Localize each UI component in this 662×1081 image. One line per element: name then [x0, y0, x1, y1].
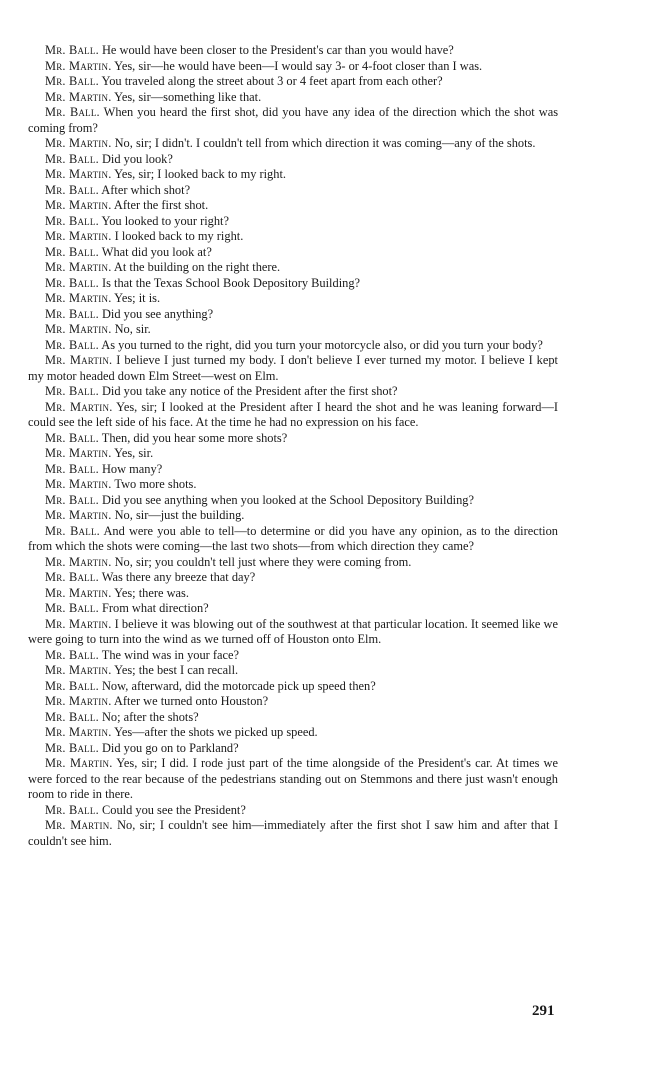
testimony-text: Could you see the President?: [101, 802, 246, 817]
testimony-text: No, sir; I didn't. I couldn't tell from which direction it was coming—any of the shots.: [114, 136, 536, 150]
testimony-paragraph: [28, 59, 558, 75]
testimony-text: He would have been closer to the President's car than you would have?: [101, 43, 454, 57]
testimony-text: Yes, sir—something like that.: [114, 89, 262, 104]
testimony-text: After we turned onto Houston?: [113, 694, 269, 708]
speaker-name: Mr. Ball.: [45, 151, 99, 166]
testimony-text: Did you look?: [101, 151, 173, 166]
testimony-paragraph: [28, 663, 558, 679]
testimony-paragraph: [28, 260, 558, 276]
testimony-paragraph: [28, 617, 558, 648]
speaker-name: Mr. Martin.: [45, 89, 112, 104]
testimony-text: No, sir; I couldn't see him—immediately after the first shot I saw him and after that I couldn't see him.: [28, 818, 558, 848]
testimony-paragraph: [28, 725, 558, 741]
testimony-text: Yes; it is.: [114, 291, 161, 305]
speaker-name: Mr. Ball.: [45, 74, 99, 88]
testimony-paragraph: [28, 291, 558, 307]
testimony-paragraph: [28, 756, 558, 803]
testimony-paragraph: [28, 477, 558, 493]
testimony-paragraph: [28, 555, 558, 571]
testimony-paragraph: [28, 508, 558, 524]
speaker-name: Mr. Martin.: [45, 353, 113, 367]
speaker-name: Mr. Ball.: [45, 182, 99, 197]
testimony-text: Yes—after the shots we picked up speed.: [114, 725, 318, 739]
speaker-name: Mr. Martin.: [45, 554, 112, 569]
speaker-name: Mr. Martin.: [45, 136, 112, 150]
speaker-name: Mr. Ball.: [45, 213, 99, 228]
testimony-text: After which shot?: [101, 182, 191, 197]
speaker-name: Mr. Martin.: [45, 477, 112, 491]
speaker-name: Mr. Martin.: [45, 260, 112, 274]
speaker-name: Mr. Martin.: [45, 616, 112, 631]
testimony-text: At the building on the right there.: [113, 260, 281, 274]
testimony-paragraph: [28, 741, 558, 757]
testimony-text: No, sir—just the building.: [114, 508, 245, 522]
testimony-text: Was there any breeze that day?: [101, 570, 256, 584]
testimony-paragraph: [28, 136, 558, 152]
speaker-name: Mr. Martin.: [45, 508, 112, 522]
testimony-paragraph: [28, 105, 558, 136]
testimony-paragraph: [28, 74, 558, 90]
testimony-text: Did you see anything?: [101, 306, 214, 321]
speaker-name: Mr. Ball.: [45, 802, 99, 817]
testimony-text: Yes, sir—he would have been—I would say 3- or 4-foot closer than I was.: [114, 58, 483, 73]
testimony-paragraph: [28, 524, 558, 555]
testimony-text: No; after the shots?: [101, 709, 199, 724]
speaker-name: Mr. Ball.: [45, 647, 99, 662]
page-number: 291: [532, 1003, 555, 1019]
testimony-paragraph: [28, 400, 558, 431]
testimony-paragraph: [28, 43, 558, 59]
testimony-text: Yes, sir.: [114, 446, 154, 460]
testimony-paragraph: [28, 353, 558, 384]
testimony-text: No, sir; you couldn't tell just where they were coming from.: [114, 554, 412, 569]
testimony-paragraph: [28, 679, 558, 695]
testimony-text: Yes, sir; I did. I rode just part of the time alongside of the President's car. At times we were forced to the rear because of the pedestrians standing out on Stemmons and there just wasn't enough room to ride in there.: [28, 756, 558, 801]
testimony-text: You looked to your right?: [101, 213, 229, 228]
testimony-text: Yes, sir; I looked at the President after I heard the shot and he was leaning forward—I could see the left side of his face. At the time he had no expression on his face.: [28, 399, 558, 429]
testimony-text: You traveled along the street about 3 or 4 feet apart from each other?: [101, 74, 443, 88]
testimony-text: Then, did you hear some more shots?: [101, 430, 288, 445]
testimony-text: Is that the Texas School Book Depository Building?: [101, 275, 361, 290]
testimony-paragraph: [28, 462, 558, 478]
testimony-paragraph: [28, 570, 558, 586]
speaker-name: Mr. Martin.: [45, 818, 113, 832]
testimony-paragraph: [28, 245, 558, 261]
testimony-transcript: [28, 43, 558, 849]
testimony-paragraph: [28, 648, 558, 664]
speaker-name: Mr. Ball.: [45, 523, 100, 538]
testimony-paragraph: [28, 694, 558, 710]
testimony-text: Two more shots.: [114, 477, 197, 491]
speaker-name: Mr. Ball.: [45, 275, 99, 290]
speaker-name: Mr. Ball.: [45, 570, 99, 584]
testimony-text: From what direction?: [101, 601, 209, 615]
speaker-name: Mr. Ball.: [45, 461, 99, 476]
speaker-name: Mr. Martin.: [45, 399, 113, 414]
speaker-name: Mr. Ball.: [45, 244, 99, 259]
testimony-text: Yes, sir; I looked back to my right.: [114, 167, 286, 181]
speaker-name: Mr. Martin.: [45, 446, 112, 460]
speaker-name: Mr. Martin.: [45, 585, 112, 600]
speaker-name: Mr. Martin.: [45, 725, 112, 739]
testimony-paragraph: [28, 446, 558, 462]
testimony-paragraph: [28, 710, 558, 726]
testimony-text: I believe it was blowing out of the southwest at that particular location. It seemed like we were going to turn into the wind as we turned off of Houston onto Elm.: [28, 616, 558, 646]
testimony-text: After the first shot.: [113, 198, 209, 212]
testimony-text: Did you see anything when you looked at the School Depository Building?: [101, 492, 474, 507]
testimony-paragraph: [28, 586, 558, 602]
testimony-paragraph: [28, 338, 558, 354]
testimony-text: Did you take any notice of the President after the first shot?: [101, 384, 398, 398]
testimony-text: As you turned to the right, did you turn your motorcycle also, or did you turn your body?: [101, 337, 543, 352]
testimony-text: Now, afterward, did the motorcade pick up speed then?: [101, 678, 376, 693]
testimony-text: The wind was in your face?: [101, 647, 240, 662]
speaker-name: Mr. Martin.: [45, 756, 113, 770]
speaker-name: Mr. Ball.: [45, 384, 99, 398]
speaker-name: Mr. Martin.: [45, 229, 112, 243]
speaker-name: Mr. Martin.: [45, 694, 112, 708]
speaker-name: Mr. Ball.: [45, 43, 99, 57]
testimony-text: How many?: [101, 461, 163, 476]
speaker-name: Mr. Martin.: [45, 322, 112, 336]
testimony-text: Yes; there was.: [114, 585, 189, 600]
testimony-paragraph: [28, 322, 558, 338]
testimony-paragraph: [28, 493, 558, 509]
speaker-name: Mr. Ball.: [45, 740, 99, 755]
testimony-text: I looked back to my right.: [114, 229, 244, 243]
speaker-name: Mr. Ball.: [45, 105, 100, 119]
testimony-paragraph: [28, 803, 558, 819]
speaker-name: Mr. Ball.: [45, 337, 99, 352]
speaker-name: Mr. Martin.: [45, 167, 112, 181]
testimony-paragraph: [28, 198, 558, 214]
testimony-paragraph: [28, 152, 558, 168]
testimony-text: When you heard the first shot, did you have any idea of the direction which the shot was coming from?: [28, 105, 559, 135]
testimony-paragraph: [28, 276, 558, 292]
testimony-paragraph: [28, 229, 558, 245]
testimony-text: I believe I just turned my body. I don't believe I ever turned my motor. I believe I kept my motor headed down Elm Street—west on Elm.: [28, 353, 558, 383]
speaker-name: Mr. Ball.: [45, 709, 99, 724]
testimony-paragraph: [28, 431, 558, 447]
speaker-name: Mr. Ball.: [45, 430, 99, 445]
testimony-paragraph: [28, 183, 558, 199]
testimony-text: And were you able to tell—to determine or did you have any opinion, as to the direction from which the shots were coming—the last two shots—from which direction they came?: [28, 523, 558, 553]
testimony-paragraph: [28, 307, 558, 323]
speaker-name: Mr. Martin.: [45, 58, 112, 73]
testimony-paragraph: [28, 384, 558, 400]
testimony-paragraph: [28, 167, 558, 183]
testimony-paragraph: [28, 601, 558, 617]
speaker-name: Mr. Martin.: [45, 663, 112, 677]
testimony-paragraph: [28, 90, 558, 106]
testimony-paragraph: [28, 214, 558, 230]
speaker-name: Mr. Ball.: [45, 306, 99, 321]
testimony-text: Did you go on to Parkland?: [101, 740, 239, 755]
speaker-name: Mr. Ball.: [45, 492, 99, 507]
testimony-paragraph: [28, 818, 558, 849]
speaker-name: Mr. Ball.: [45, 601, 99, 615]
testimony-text: What did you look at?: [101, 244, 212, 259]
speaker-name: Mr. Ball.: [45, 678, 99, 693]
speaker-name: Mr. Martin.: [45, 198, 112, 212]
speaker-name: Mr. Martin.: [45, 291, 112, 305]
testimony-text: No, sir.: [114, 322, 151, 336]
testimony-text: Yes; the best I can recall.: [114, 663, 239, 677]
